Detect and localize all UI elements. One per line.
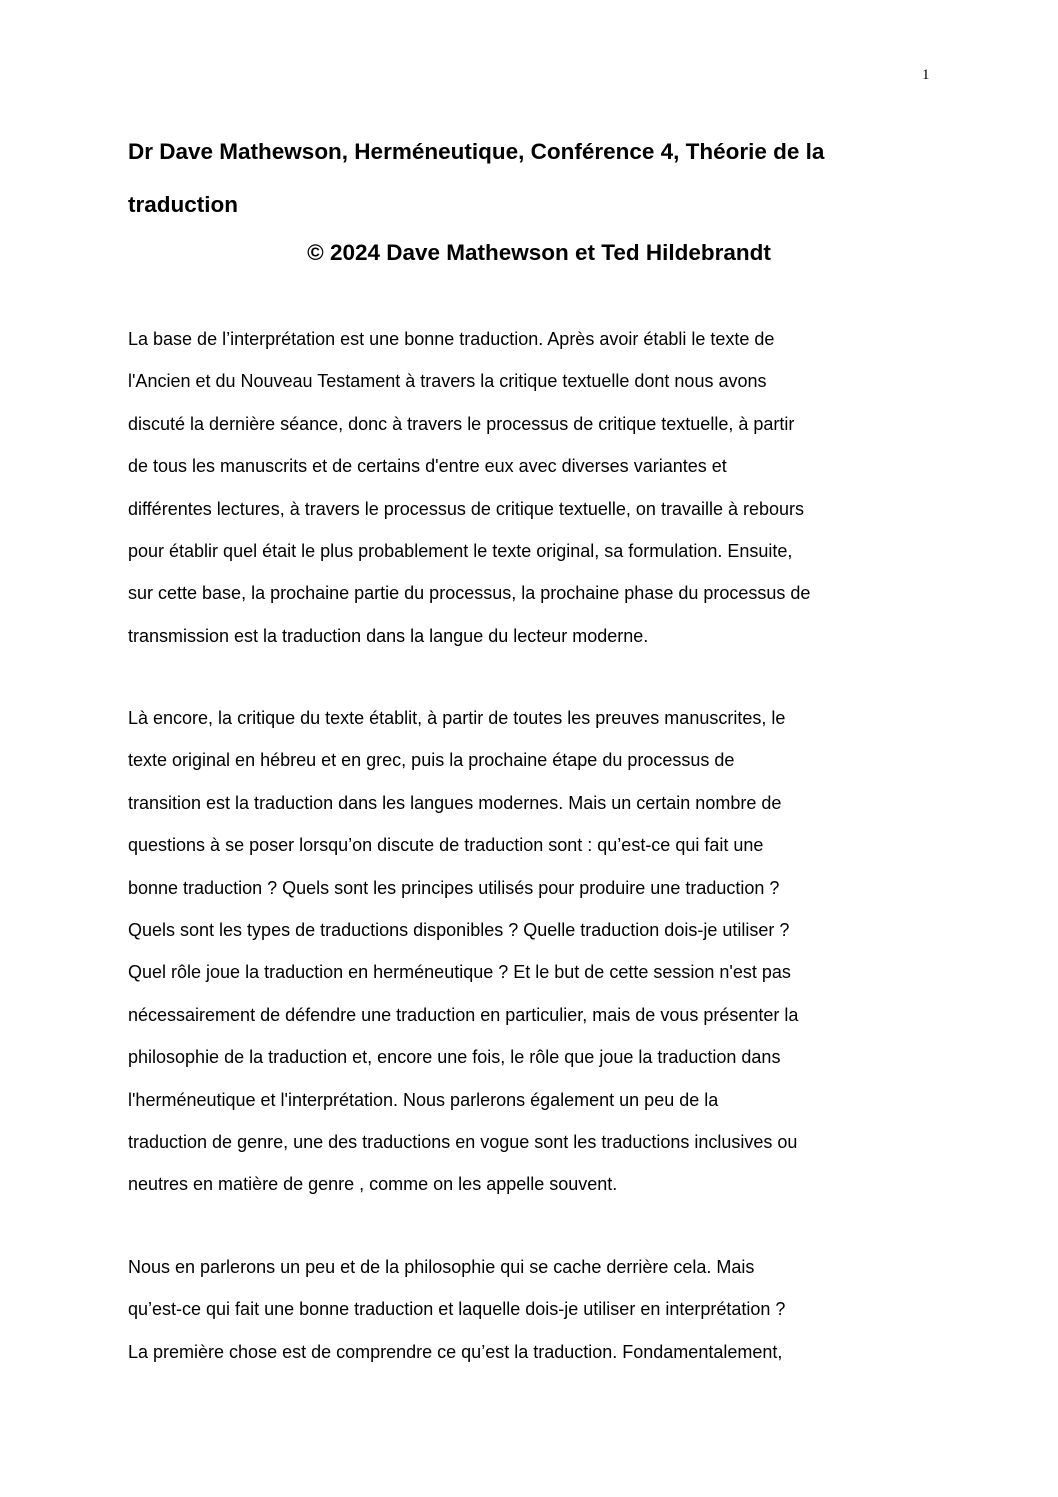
paragraph-line: qu’est-ce qui fait une bonne traduction et laquelle dois-je utiliser en interprétation ? xyxy=(128,1299,786,1320)
paragraph-line: philosophie de la traduction et, encore une fois, le rôle que joue la traduction dans xyxy=(128,1047,781,1068)
paragraph-line: transition est la traduction dans les langues modernes. Mais un certain nombre de xyxy=(128,792,782,813)
paragraph-1 xyxy=(128,318,940,657)
paragraph-line: différentes lectures, à travers le processus de critique textuelle, on travaille à rebours xyxy=(128,498,805,519)
copyright-notice: © 2024 Dave Mathewson et Ted Hildebrandt xyxy=(307,240,771,265)
paragraph-line: sur cette base, la prochaine partie du processus, la prochaine phase du processus de xyxy=(128,583,811,604)
paragraph-line: bonne traduction ? Quels sont les principes utilisés pour produire une traduction ? xyxy=(128,877,780,898)
paragraph-line: questions à se poser lorsqu’on discute de traduction sont : qu’est-ce qui fait une xyxy=(128,835,764,856)
paragraph-line: Nous en parlerons un peu et de la philosophie qui se cache derrière cela. Mais xyxy=(128,1257,755,1277)
paragraph-line: neutres en matière de genre , comme on les appelle souvent. xyxy=(128,1174,618,1195)
paragraph-line: l'Ancien et du Nouveau Testament à travers la critique textuelle dont nous avons xyxy=(128,371,767,392)
paragraph-line: traduction de genre, une des traductions en vogue sont les traductions inclusives ou xyxy=(128,1132,798,1153)
paragraph-3 xyxy=(128,1246,940,1373)
title-line: Dr Dave Mathewson, Herméneutique, Conférence 4, Théorie de la xyxy=(128,139,825,164)
paragraph-line: Là encore, la critique du texte établit, à partir de toutes les preuves manuscrites, le xyxy=(128,708,786,728)
paragraph-line: pour établir quel était le plus probablement le texte original, sa formulation. Ensuite, xyxy=(128,541,793,562)
paragraph-line: La base de l’interprétation est une bonne traduction. Après avoir établi le texte de xyxy=(128,329,775,349)
page-number: 1 xyxy=(922,67,930,83)
paragraph-line: discuté la dernière séance, donc à travers le processus de critique textuelle, à partir xyxy=(128,413,795,434)
document-title xyxy=(128,125,928,231)
paragraph-line: transmission est la traduction dans la langue du lecteur moderne. xyxy=(128,625,649,646)
paragraph-line: de tous les manuscrits et de certains d'entre eux avec diverses variantes et xyxy=(128,456,727,477)
paragraph-2 xyxy=(128,697,940,1206)
paragraph-line: nécessairement de défendre une traduction en particulier, mais de vous présenter la xyxy=(128,1004,799,1025)
paragraph-line: Quels sont les types de traductions disponibles ? Quelle traduction dois-je utiliser ? xyxy=(128,920,790,941)
paragraph-line: texte original en hébreu et en grec, puis la prochaine étape du processus de xyxy=(128,750,735,771)
title-line: traduction xyxy=(128,192,238,217)
paragraph-line: l'herméneutique et l'interprétation. Nous parlerons également un peu de la xyxy=(128,1089,719,1110)
paragraph-line: Quel rôle joue la traduction en herméneutique ? Et le but de cette session n'est pas xyxy=(128,962,791,983)
paragraph-line: La première chose est de comprendre ce qu’est la traduction. Fondamentalement, xyxy=(128,1341,783,1362)
